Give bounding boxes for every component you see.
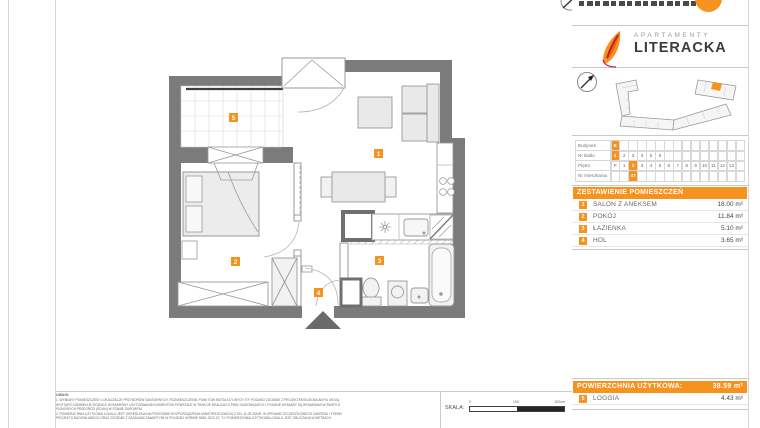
room-schedule-header: ZESTAWIENIE POMIESZCZEŃ — [577, 189, 684, 196]
room-number-badge: 2 — [579, 213, 587, 221]
location-cell: 11 — [709, 160, 718, 172]
room-name: LOGGIA — [593, 395, 620, 402]
scale-label: SKALA: — [445, 405, 465, 411]
toilet — [361, 278, 381, 306]
scale-tick-200: 200cm — [554, 400, 565, 404]
location-cell: 5 — [655, 160, 664, 172]
location-cell: 5 — [646, 150, 655, 162]
usable-area-label: POWIERZCHNIA UŻYTKOWA: — [577, 383, 683, 390]
room-number-badge: 3 — [579, 225, 587, 233]
location-cell: 1 — [619, 160, 628, 172]
location-row-label: Nr klatki — [575, 150, 611, 162]
room-area: 11.84 m² — [717, 213, 743, 220]
header-strip — [572, 0, 748, 26]
washing-machine — [388, 281, 407, 306]
note-line: PIONOWYCH PRZEGRÓD (ŚCIAN) W STANIE SUROWYM. — [56, 407, 143, 411]
bathroom-doorframe — [341, 279, 361, 306]
brand-line1: APARTAMENTY — [634, 32, 711, 39]
room-row — [572, 393, 748, 405]
room-row — [572, 211, 748, 223]
usable-area-value: 38.59 m² — [712, 383, 743, 390]
scale-block — [440, 392, 573, 428]
brand-block — [572, 26, 748, 68]
siteplan-block — [572, 68, 748, 136]
location-cell: 10 — [700, 160, 709, 172]
sofa — [402, 84, 439, 142]
marker-4: 4 — [316, 290, 321, 297]
building-minimap — [616, 80, 736, 130]
room-row — [572, 223, 748, 235]
location-row-label: Piętro — [575, 160, 611, 172]
location-cell: 7 — [673, 160, 682, 172]
summary-block — [572, 378, 748, 410]
location-cell: 6 — [664, 160, 673, 172]
location-cell — [736, 170, 745, 182]
location-cell: 6 — [655, 150, 664, 162]
room-number-badge: 4 — [579, 237, 587, 245]
location-table-row — [575, 150, 745, 160]
kitchen-sink — [404, 219, 428, 236]
washbasin — [411, 288, 428, 303]
location-cell: 3 — [637, 160, 646, 172]
room-area: 18.00 m² — [717, 201, 743, 208]
marker-5: 5 — [231, 115, 236, 122]
room-schedule — [572, 186, 748, 250]
scale-tick-0: 0 — [469, 400, 471, 404]
location-cell: 3 — [628, 150, 637, 162]
room-area: 5.10 m² — [720, 225, 743, 232]
marker-3: 3 — [377, 258, 382, 265]
wardrobe-long — [178, 282, 268, 306]
location-cell: 2 — [619, 150, 628, 162]
location-table-row — [575, 170, 745, 180]
location-cell: 9 — [691, 160, 700, 172]
room-area: 4.43 m² — [720, 395, 743, 402]
location-cell: 12 — [718, 160, 727, 172]
title-block-panel — [572, 0, 748, 428]
location-table — [572, 136, 748, 186]
note-line: WYSTĄPIĆ NIEWIELKIE RÓŻNICE WYMIARÓW I USYTUOWANIA ELEMENTÓW POWSTAŁE W TRAKCIE REALIZACJI PRAC BUDOWLANYCH. PODANE WYMIARY SĄ WYMIARAMI W ŚWIETLE — [56, 402, 341, 407]
room-name: POKÓJ — [593, 213, 617, 220]
installation-shaft — [343, 212, 373, 240]
note-line: 1. WYMIARY POMIESZCZEŃ I LOKALIZACJE PRZYBORÓW SANITARNYCH, ROZMIESZCZENIE PUNKTÓW INSTALACYJNYCH ITP. PODANO ZGODNIE Z PROJEKTEM BUDOWLANYM. MOGĄ — [56, 398, 340, 402]
room-row — [572, 235, 748, 247]
dish-drainer — [430, 215, 453, 239]
location-cell: 2 — [628, 160, 637, 172]
brand-line2: LITERACKA — [634, 40, 727, 56]
location-cell: 4 — [646, 160, 655, 172]
location-cell: 4 — [637, 150, 646, 162]
note-line: 2. POWIERZCHNIA UŻYTKOWA LOKALU JEST OKREŚLONA NA PODSTAWIE ROZPORZĄDZENIA MINISTRA ROZWOJU Z DN. 11.09.2020R. W SPRAWIE SZCZEGÓŁOWEGO ZAKRESU I FORMY — [56, 411, 343, 416]
location-cell: E — [611, 140, 620, 152]
scale-tick-100: 100 — [513, 400, 519, 404]
notes-title: UWAGI: — [56, 393, 70, 397]
notes-block — [56, 393, 438, 428]
room-number-badge: 5 — [579, 395, 587, 403]
loggia-corner-door — [282, 58, 345, 112]
marker-1: 1 — [376, 151, 381, 158]
coffee-table — [358, 97, 392, 128]
room-number-badge: 1 — [579, 201, 587, 209]
bed — [183, 172, 259, 236]
note-line: PROJEKTU BUDOWLANEGO ORAZ ZGODNIE Z ZASADAMI ZAWARTYMI W POLSKIEJ NORMIE 9836: 2022-07, TJ. POWIERZCHNIA UŻYTKOWA LOKALU JEST OBLICZANA W METRACH — [56, 416, 332, 420]
room-area: 3.65 m² — [720, 237, 743, 244]
compass-icon — [578, 73, 597, 92]
clipped-title-text — [579, 1, 697, 6]
bathtub — [429, 244, 454, 306]
room-row — [572, 199, 748, 211]
dining-table — [321, 172, 396, 202]
location-table-row — [575, 160, 745, 170]
location-cell: 47 — [628, 170, 637, 182]
nightstand — [182, 241, 197, 259]
location-table-row — [575, 140, 745, 150]
entrance-door — [302, 266, 338, 305]
wardrobe-tall — [272, 258, 297, 306]
room-name: SALON Z ANEKSEM — [593, 201, 658, 208]
scale-bar — [469, 406, 565, 412]
marker-2: 2 — [233, 259, 238, 266]
location-cell: P — [611, 160, 620, 172]
location-cell: 13 — [727, 160, 736, 172]
location-cell: 1 — [611, 150, 620, 162]
unit-number-badge — [695, 0, 722, 12]
room-name: ŁAZIENKA — [593, 225, 627, 232]
room-name: HOL — [593, 237, 607, 244]
location-row-label: Nr mieszkania — [575, 170, 611, 182]
location-row-label: Budynek — [575, 140, 611, 152]
location-cell: 8 — [682, 160, 691, 172]
